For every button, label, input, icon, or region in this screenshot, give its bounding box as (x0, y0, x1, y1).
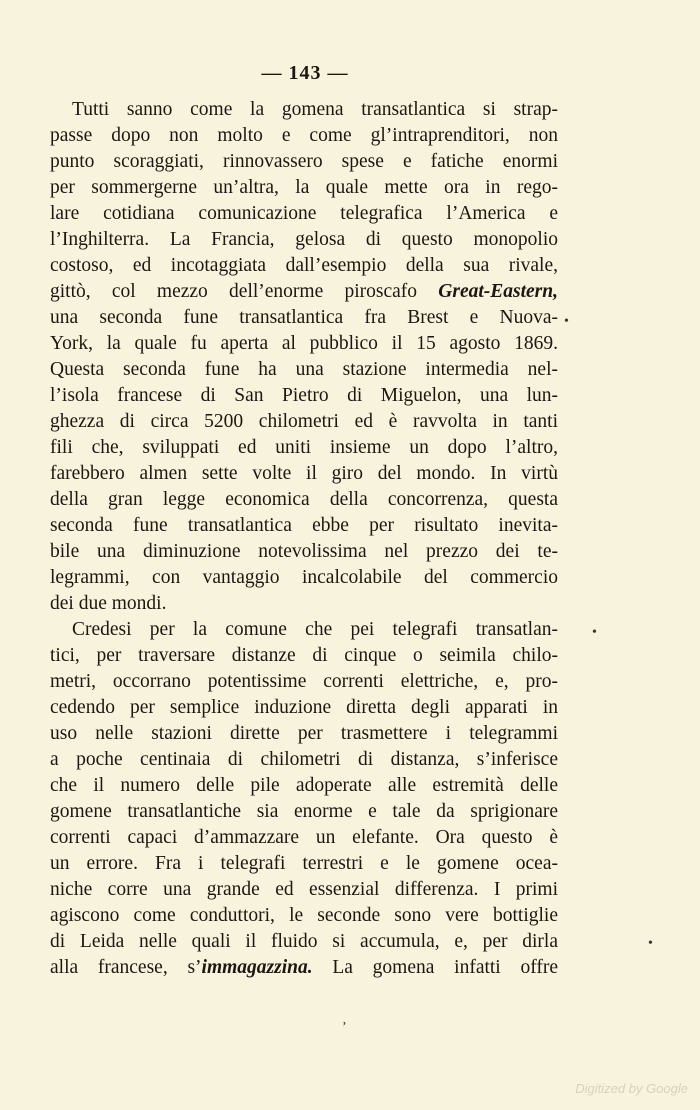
text-line: l’Inghilterra. La Francia, gelosa di questo monopolio (50, 229, 558, 250)
ship-name: Great-Eastern, (438, 281, 558, 302)
text-line: agiscono come conduttori, le seconde sono vere bottiglie (50, 905, 558, 926)
margin-dot: • (648, 936, 653, 951)
text-line: gomene transatlantiche sia enorme e tale da sprigionare (50, 801, 558, 822)
text-line: legrammi, con vantaggio incalcolabile del commercio (50, 567, 558, 588)
text-line: tici, per traversare distanze di cinque o seimila chilo- (50, 645, 558, 666)
margin-dot: • (564, 314, 569, 329)
digitization-watermark: Digitized by Google (575, 1081, 688, 1096)
text-line: a poche centinaia di chilometri di distanza, s’inferisce (50, 749, 558, 770)
text-line: fili che, sviluppati ed uniti insieme un dopo l’altro, (50, 437, 558, 458)
text-line (50, 955, 558, 981)
text-line: per sommergerne un’altra, la quale mette ora in rego- (50, 177, 558, 198)
text-line: lare cotidiana comunicazione telegrafica l’America e (50, 203, 558, 224)
text-line: costoso, ed incotaggiata dall’esempio della sua rivale, (50, 255, 558, 276)
text-line: Tutti sanno come la gomena transatlantica si strap- (72, 99, 558, 120)
page-number: — 143 — (261, 62, 349, 84)
text-line: metri, occorrano potentissime correnti elettriche, e, pro- (50, 671, 558, 692)
text-segment: gittò, col mezzo dell’enorme piroscafo (50, 281, 439, 302)
text-line (50, 279, 558, 305)
text-line: correnti capaci d’ammazzare un elefante. Ora questo è (50, 827, 558, 848)
text-segment: La gomena infatti offre (332, 957, 558, 978)
text-line: bile una diminuzione notevolissima nel prezzo dei te- (50, 541, 558, 562)
text-line: seconda fune transatlantica ebbe per risultato inevita- (50, 515, 558, 536)
text-line: cedendo per semplice induzione diretta degli apparati in (50, 697, 558, 718)
text-line: York, la quale fu aperta al pubblico il 15 agosto 1869. (50, 333, 558, 354)
text-line: della gran legge economica della concorrenza, questa (50, 489, 558, 510)
text-line: che il numero delle pile adoperate alle estremità delle (50, 775, 558, 796)
text-line: ghezza di circa 5200 chilometri ed è ravvolta in tanti (50, 411, 558, 432)
margin-dot: ʼ (342, 1020, 347, 1035)
text-line: dei due mondi. (50, 593, 167, 614)
text-line: niche corre una grande ed essenzial differenza. I primi (50, 879, 558, 900)
text-line: di Leida nelle quali il fluido si accumula, e, per dirla (50, 931, 558, 952)
text-line: uso nelle stazioni dirette per trasmettere i telegrammi (50, 723, 558, 744)
margin-dot: • (592, 625, 597, 640)
text-line: l’isola francese di San Pietro di Miguelon, una lun- (50, 385, 558, 406)
text-line: Credesi per la comune che pei telegrafi transatlan- (72, 619, 558, 640)
text-line: punto scoraggiati, rinnovassero spese e fatiche enormi (50, 151, 558, 172)
text-line: una seconda fune transatlantica fra Brest e Nuova- (50, 307, 558, 328)
body-text (50, 97, 558, 981)
text-line: passe dopo non molto e come gl’intraprenditori, non (50, 125, 558, 146)
text-line: Questa seconda fune ha una stazione intermedia nel- (50, 359, 558, 380)
text-line: un errore. Fra i telegrafi terrestri e le gomene ocea- (50, 853, 558, 874)
text-segment: alla francese, s’ (50, 957, 202, 978)
text-line: farebbero almen sette volte il giro del mondo. In virtù (50, 463, 558, 484)
italic-word: immagazzina. (201, 957, 313, 978)
